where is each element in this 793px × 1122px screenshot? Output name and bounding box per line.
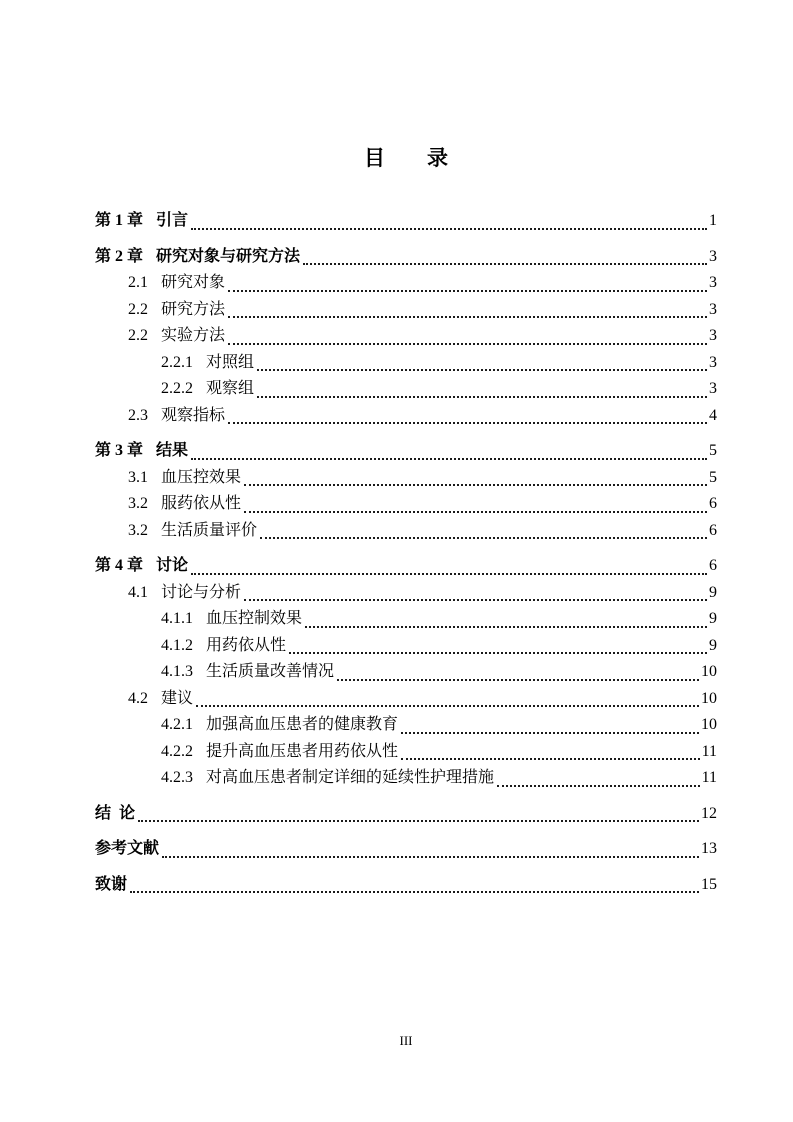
toc-title: 目 录 <box>364 146 448 170</box>
dot-leader <box>162 856 699 858</box>
toc-entry-number: 4.1.2 <box>161 636 193 654</box>
dot-leader <box>228 316 707 318</box>
toc-entry-number: 4.1 <box>128 583 148 601</box>
toc-entry-label: 观察组 <box>206 380 255 397</box>
toc-entry-number: 4.1.1 <box>161 610 193 627</box>
dot-leader <box>191 228 707 230</box>
toc-entry-label: 实验方法 <box>161 327 226 344</box>
dot-leader <box>191 573 707 575</box>
toc-entry-page: 10 <box>701 689 717 707</box>
toc-entry-page: 12 <box>701 804 717 822</box>
toc-entry-page: 3 <box>709 247 717 265</box>
toc-entry[interactable] <box>95 580 717 607</box>
toc-entry-page: 9 <box>709 583 717 601</box>
toc-entry-number: 第 1 章 <box>95 212 144 229</box>
toc-list <box>95 208 717 898</box>
toc-entry-page: 6 <box>709 495 717 512</box>
toc-entry-label: 生活质量改善情况 <box>206 663 335 680</box>
dot-leader <box>244 599 707 601</box>
toc-entry-number: 第 2 章 <box>95 247 144 265</box>
dot-leader <box>196 705 699 707</box>
toc-entry[interactable] <box>95 376 717 403</box>
toc-entry-number: 2.3 <box>128 406 148 424</box>
toc-entry-label: 结果 <box>156 442 189 459</box>
toc-entry-page: 5 <box>709 442 717 459</box>
toc-entry-label: 对高血压患者制定详细的延续性护理措施 <box>206 769 495 786</box>
toc-entry-page: 15 <box>701 875 717 893</box>
dot-leader <box>228 422 707 424</box>
dot-leader <box>257 396 707 398</box>
toc-content <box>95 0 717 898</box>
toc-entry-label: 加强高血压患者的健康教育 <box>206 716 399 733</box>
toc-entry-number: 4.2.2 <box>161 742 193 760</box>
dot-leader <box>130 891 699 893</box>
toc-entry-page: 10 <box>701 716 717 733</box>
toc-entry-number: 2.2.1 <box>161 353 193 371</box>
toc-entry[interactable] <box>95 297 717 324</box>
toc-entry-page: 3 <box>709 380 717 397</box>
toc-entry-number: 3.2 <box>128 495 148 512</box>
toc-entry-page: 3 <box>709 300 717 318</box>
toc-entry[interactable] <box>95 659 717 686</box>
dot-leader <box>401 732 699 734</box>
toc-entry-number: 4.2 <box>128 689 148 707</box>
toc-entry[interactable] <box>95 836 717 863</box>
toc-entry-page: 10 <box>701 663 717 680</box>
toc-entry[interactable] <box>95 323 717 350</box>
toc-entry[interactable] <box>95 765 717 792</box>
toc-entry-label: 观察指标 <box>161 406 226 424</box>
dot-leader <box>303 263 707 265</box>
toc-entry[interactable] <box>95 686 717 713</box>
toc-entry-label: 致谢 <box>95 875 128 893</box>
toc-entry-label: 研究对象 <box>161 274 226 291</box>
toc-entry[interactable] <box>95 606 717 633</box>
toc-entry[interactable] <box>95 438 717 465</box>
toc-entry-page: 9 <box>709 636 717 654</box>
toc-entry[interactable] <box>95 739 717 766</box>
toc-entry[interactable] <box>95 801 717 828</box>
toc-entry-number: 3.1 <box>128 468 148 486</box>
toc-entry-label: 血压控制效果 <box>206 610 303 627</box>
dot-leader <box>257 369 707 371</box>
toc-entry-label: 讨论 <box>156 557 189 574</box>
dot-leader <box>337 679 699 681</box>
toc-entry-label: 用药依从性 <box>206 636 287 654</box>
dot-leader <box>289 652 707 654</box>
dot-leader <box>191 458 707 460</box>
toc-entry-label: 建议 <box>161 689 194 707</box>
dot-leader <box>260 537 707 539</box>
toc-entry-label: 研究方法 <box>161 300 226 318</box>
toc-entry-label: 研究对象与研究方法 <box>156 247 301 265</box>
toc-entry-page: 3 <box>709 274 717 291</box>
toc-entry[interactable] <box>95 208 717 235</box>
toc-entry[interactable] <box>95 518 717 545</box>
toc-entry[interactable] <box>95 872 717 899</box>
dot-leader <box>305 626 707 628</box>
dot-leader <box>244 484 707 486</box>
toc-entry[interactable] <box>95 553 717 580</box>
toc-entry-label: 引言 <box>156 212 189 229</box>
toc-entry[interactable] <box>95 712 717 739</box>
toc-entry-page: 3 <box>709 353 717 371</box>
toc-entry-label: 血压控效果 <box>161 468 242 486</box>
toc-entry-label: 服药依从性 <box>161 495 242 512</box>
toc-entry-number: 4.2.1 <box>161 716 193 733</box>
toc-entry-number: 第 4 章 <box>95 557 144 574</box>
toc-entry-label: 讨论与分析 <box>161 583 242 601</box>
dot-leader <box>228 343 707 345</box>
toc-entry[interactable] <box>95 244 717 271</box>
dot-leader <box>244 511 707 513</box>
toc-entry-label: 参考文献 <box>95 840 160 857</box>
toc-entry-number: 第 3 章 <box>95 442 144 459</box>
toc-entry[interactable] <box>95 403 717 430</box>
toc-entry-number: 2.2.2 <box>161 380 193 397</box>
dot-leader <box>401 758 700 760</box>
toc-entry-number: 4.2.3 <box>161 769 193 786</box>
toc-entry[interactable] <box>95 270 717 297</box>
toc-entry-number: 2.1 <box>128 274 148 291</box>
toc-entry-number: 2.2 <box>128 327 148 344</box>
toc-entry-page: 11 <box>701 742 717 760</box>
toc-entry-page: 13 <box>701 840 717 857</box>
toc-entry-page: 11 <box>701 769 717 786</box>
dot-leader <box>138 820 699 822</box>
dot-leader <box>228 290 707 292</box>
dot-leader <box>497 785 700 787</box>
toc-entry-page: 9 <box>709 610 717 627</box>
toc-entry-label: 提升高血压患者用药依从性 <box>206 742 399 760</box>
toc-entry-label: 生活质量评价 <box>161 521 258 539</box>
toc-entry-page: 5 <box>709 468 717 486</box>
toc-entry[interactable] <box>95 633 717 660</box>
toc-entry-page: 4 <box>709 406 717 424</box>
toc-entry[interactable] <box>95 350 717 377</box>
toc-entry-number: 3.2 <box>128 521 148 539</box>
toc-entry-label: 对照组 <box>206 353 255 371</box>
toc-entry-label: 结 论 <box>95 804 136 822</box>
toc-entry-page: 1 <box>709 212 717 229</box>
toc-entry[interactable] <box>95 491 717 518</box>
toc-entry[interactable] <box>95 465 717 492</box>
footer-page-number: III <box>399 1033 413 1048</box>
toc-entry-page: 3 <box>709 327 717 344</box>
toc-entry-number: 2.2 <box>128 300 148 318</box>
toc-entry-page: 6 <box>709 521 717 539</box>
toc-entry-page: 6 <box>709 557 717 574</box>
toc-entry-number: 4.1.3 <box>161 663 193 680</box>
